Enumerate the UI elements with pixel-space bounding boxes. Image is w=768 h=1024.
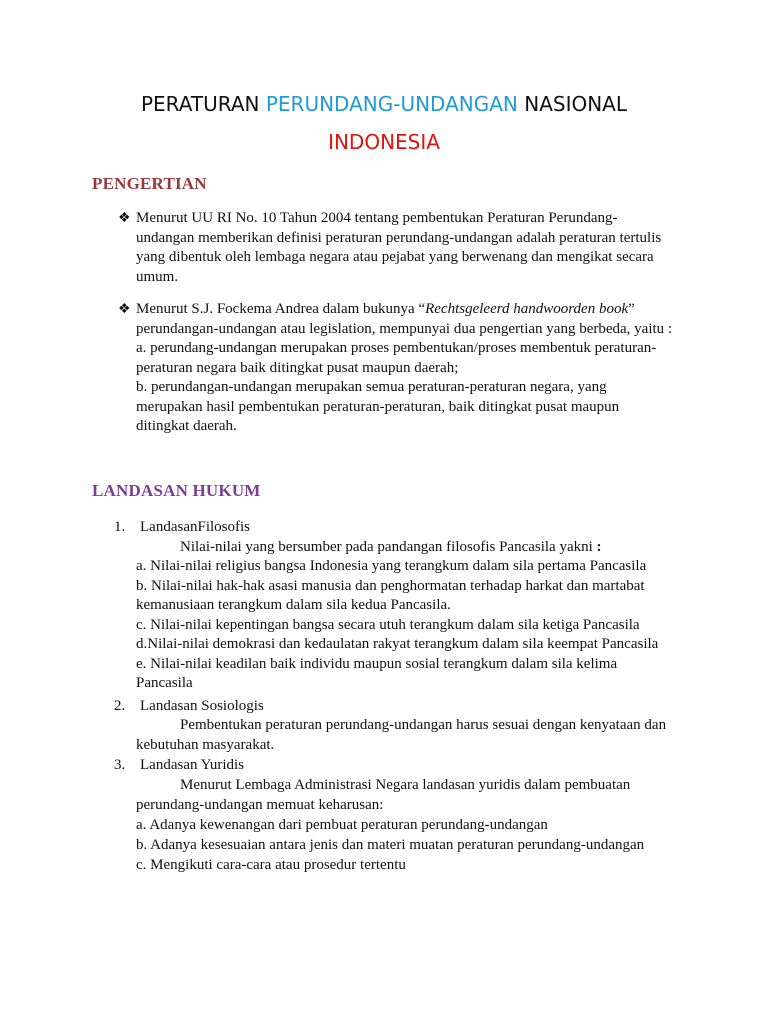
text-line: a. perundang-undangan merupakan proses pembentukan/proses membentuk peraturan- (136, 340, 657, 356)
text-line: yang dibentuk oleh lembaga negara atau pejabat yang berwenang dan mengikat secara (136, 249, 654, 265)
text-line: kemanusiaan terangkum dalam sila kedua Pancasila. (136, 597, 451, 613)
list-number: 2. (114, 698, 126, 714)
list-item-intro: Menurut Lembaga Administrasi Negara landasan yuridis dalam pembuatan (180, 777, 631, 793)
list-number: 3. (114, 757, 126, 773)
text-line: b. Adanya kesesuaian antara jenis dan materi muatan peraturan perundang-undangan (136, 837, 645, 853)
text-line: c. Mengikuti cara-cara atau prosedur tertentu (136, 857, 406, 873)
text-line: kebutuhan masyarakat. (136, 737, 275, 753)
text-line: b. perundangan-undangan merupakan semua peraturan-peraturan negara, yang (136, 379, 607, 395)
text-line: undangan memberikan definisi peraturan perundang-undangan adalah peraturan tertulis (136, 229, 662, 246)
text-line: a. Nilai-nilai religius bangsa Indonesia yang terangkum dalam sila pertama Pancasila (136, 558, 647, 574)
text-line: e. Nilai-nilai keadilan baik individu maupun sosial terangkum dalam sila kelima (136, 656, 618, 672)
text-line: peraturan negara baik ditingkat pusat maupun daerah; (136, 359, 459, 376)
text-line: umum. (136, 268, 179, 285)
list-item-intro (180, 538, 602, 558)
section-heading-landasan: LANDASAN HUKUM (92, 481, 261, 500)
bullet-paragraph-2 (136, 300, 696, 437)
text-line: merupakan hasil pembentukan peraturan-peraturan, baik ditingkat pusat maupun (136, 398, 620, 415)
text-line: d.Nilai-nilai demokrasi dan kedaulatan rakyat terangkum dalam sila keempat Pancasila (136, 636, 659, 652)
text-line (136, 300, 696, 320)
title-part-1: PERATURAN (140, 92, 266, 116)
list-item-title: Landasan Yuridis (140, 757, 245, 773)
text-line: b. Nilai-nilai hak-hak asasi manusia dan penghormatan terhadap harkat dan martabat (136, 578, 645, 594)
diamond-bullet-icon: ❖ (118, 302, 131, 317)
page-title-line-2: INDONESIA (328, 130, 440, 154)
text-fragment: Nilai-nilai yang bersumber pada pandangan filosofis Pancasila yakni (180, 539, 597, 555)
text-line: perundang-undangan memuat keharusan: (136, 797, 384, 813)
text-line: a. Adanya kewenangan dari pembuat peraturan perundang-undangan (136, 817, 548, 833)
text-line: Menurut UU RI No. 10 Tahun 2004 tentang pembentukan Peraturan Perundang- (136, 210, 618, 226)
list-item-title: LandasanFilosofis (140, 519, 250, 535)
text-fragment: Menurut S.J. Fockema Andrea dalam bukunya “ (136, 301, 426, 317)
text-fragment: ” (628, 301, 635, 317)
title-part-2: PERUNDANG-UNDANGAN (265, 92, 518, 116)
text-line: ditingkat daerah. (136, 418, 237, 434)
diamond-bullet-icon: ❖ (118, 211, 131, 226)
text-fragment: : (596, 539, 602, 555)
title-part-3: NASIONAL (517, 92, 627, 116)
text-line: perundangan-undangan atau legislation, mempunyai dua pengertian yang berbeda, yaitu : (136, 320, 673, 337)
list-item-title: Landasan Sosiologis (140, 698, 264, 714)
list-item-intro: Pembentukan peraturan perundang-undangan harus sesuai dengan kenyataan dan (180, 717, 667, 733)
list-number: 1. (114, 519, 126, 535)
book-title: Rechtsgeleerd handwoorden book (425, 301, 629, 317)
text-line: c. Nilai-nilai kepentingan bangsa secara utuh terangkum dalam sila ketiga Pancasila (136, 617, 640, 633)
bullet-paragraph-1 (136, 209, 696, 287)
section-heading-pengertian: PENGERTIAN (92, 174, 207, 193)
text-line: Pancasila (136, 675, 193, 691)
page-title (0, 92, 768, 116)
